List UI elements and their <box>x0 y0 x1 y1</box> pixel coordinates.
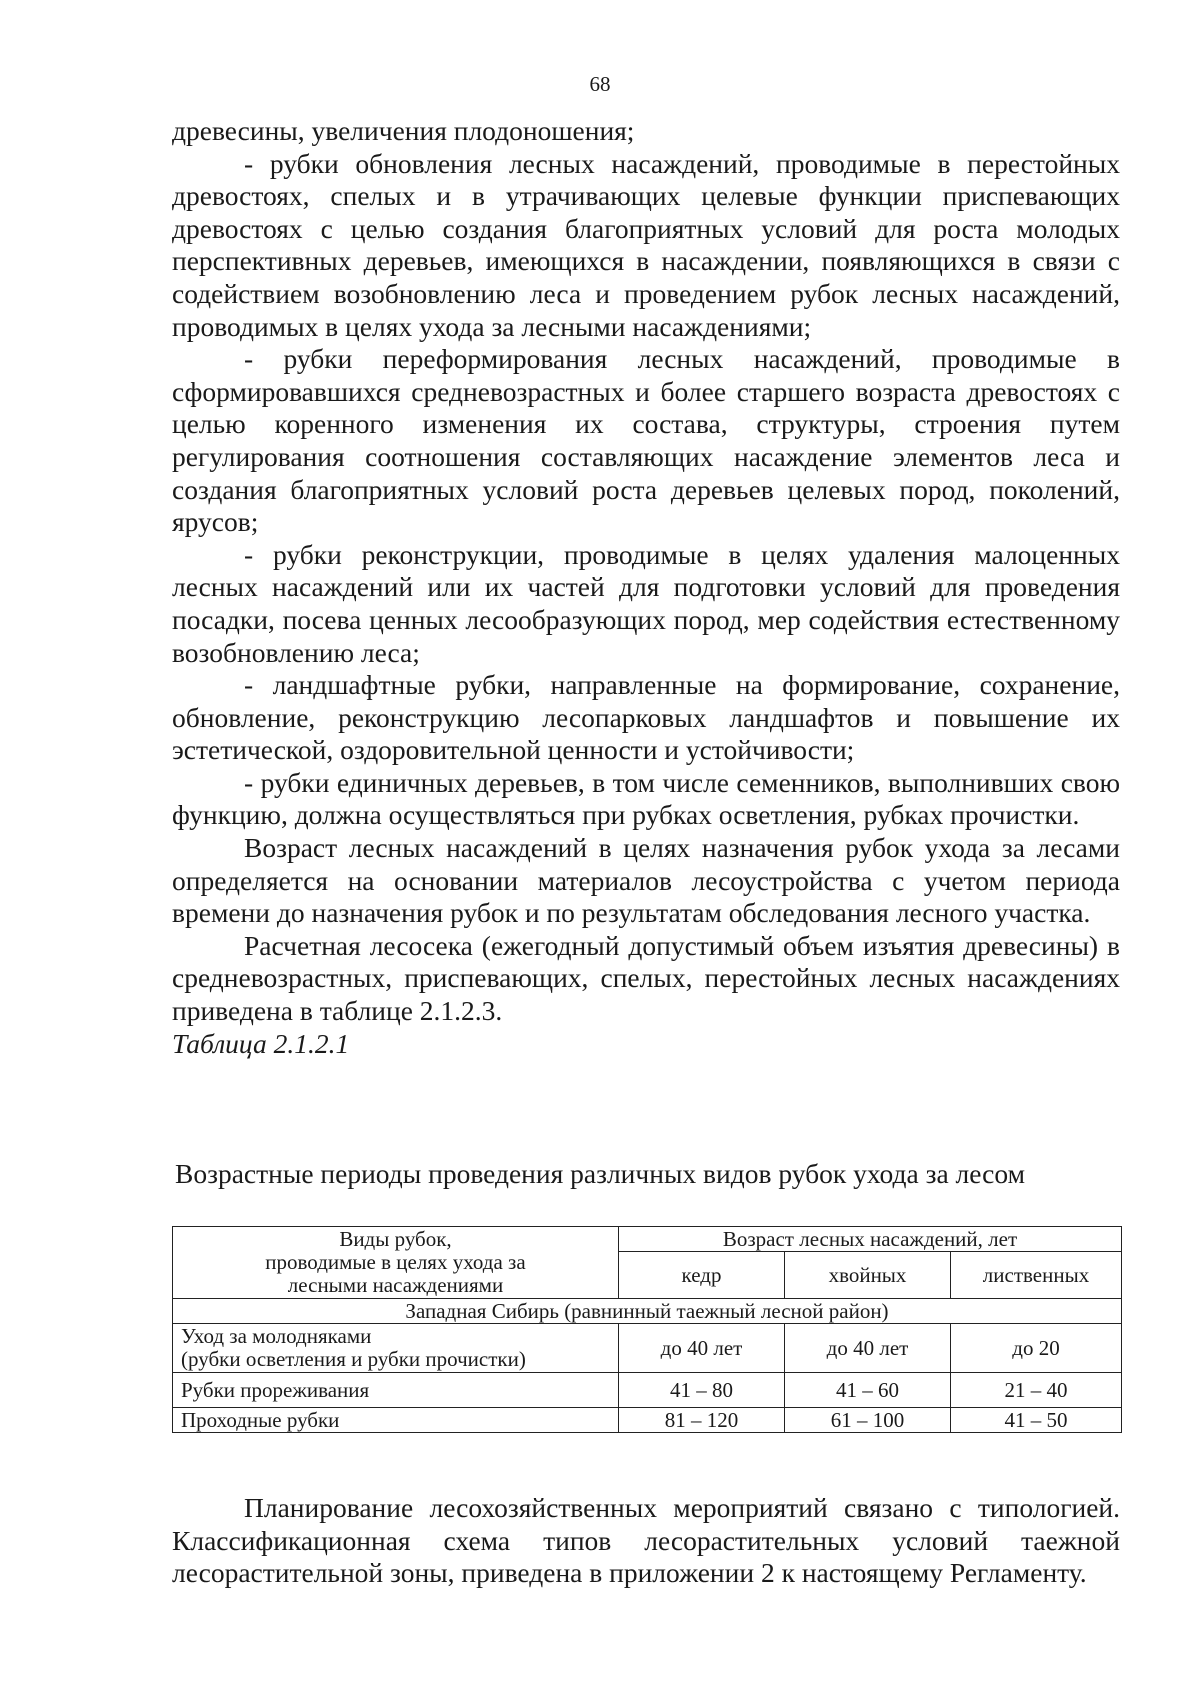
table-row <box>173 1373 1122 1408</box>
cell-deciduous: 41 – 50 <box>951 1408 1122 1433</box>
header-deciduous: лиственных <box>951 1252 1122 1299</box>
region-cell: Западная Сибирь (равнинный таежный лесной район) <box>173 1299 1122 1324</box>
header-cedar: кедр <box>619 1252 785 1299</box>
table-row <box>173 1408 1122 1433</box>
table-label: Таблица 2.1.2.1 <box>172 1027 350 1059</box>
cell-deciduous: 21 – 40 <box>951 1373 1122 1408</box>
body-text <box>172 115 1120 1060</box>
paragraph: - ландшафтные рубки, направленные на формирование, сохранение, обновление, реконструкцию лесопарковых ландшафтов и повышение их эстетической, оздоровительной ценности и устойчивости; <box>172 669 1120 766</box>
row-name: Рубки прореживания <box>173 1373 619 1408</box>
paragraph: Возраст лесных насаждений в целях назначения рубок ухода за лесами определяется на основании материалов лесоустройства с учетом периода времени до назначения рубок и по результатам обследования лесного участка. <box>172 832 1120 929</box>
paragraph: Планирование лесохозяйственных мероприятий связано с типологией. Классификационная схема типов лесорастительных условий таежной лесорастительной зоны, приведена в приложении 2 к настоящему Регламенту. <box>172 1492 1120 1589</box>
header-age-group: Возраст лесных насаждений, лет <box>619 1227 1122 1252</box>
page-number: 68 <box>589 72 611 96</box>
table-header-row <box>173 1227 1122 1252</box>
table-row <box>173 1324 1122 1373</box>
paragraph: Расчетная лесосека (ежегодный допустимый объем изъятия древесины) в средневозрастных, приспевающих, спелых, перестойных лесных насаждениях приведена в таблице 2.1.2.3. <box>172 929 1120 1027</box>
cell-cedar: 41 – 80 <box>619 1373 785 1408</box>
age-periods-table <box>172 1226 1122 1433</box>
cell-deciduous: до 20 <box>951 1324 1122 1373</box>
cell-cedar: до 40 лет <box>619 1324 785 1373</box>
table-region-row <box>173 1299 1122 1324</box>
paragraph: - рубки обновления лесных насаждений, проводимые в перестойных древостоях, спелых и в утрачивающих целевые функции приспевающих древостоях с целью создания благоприятных условий для роста молодых перспективных деревьев, имеющихся в насаждении, появляющихся в связи с содействием возобновлению леса и проведением рубок лесных насаждений, проводимых в целях ухода за лесными насаждениями; <box>172 147 1120 342</box>
row-name: Проходные рубки <box>173 1408 619 1433</box>
cell-conifers: 41 – 60 <box>785 1373 951 1408</box>
header-cutting-types: Виды рубок, проводимые в целях ухода за лесными насаждениями <box>173 1227 619 1299</box>
paragraph: - рубки переформирования лесных насаждений, проводимые в сформировавшихся средневозрастных и более старшего возраста древостоях с целью коренного изменения их состава, структуры, строения путем регулирования соотношения составляющих насаждение элементов леса и создания благоприятных условий роста деревьев целевых пород, поколений, ярусов; <box>172 343 1120 538</box>
header-conifers: хвойных <box>785 1252 951 1299</box>
paragraph: - рубки реконструкции, проводимые в целях удаления малоценных лесных насаждений или их частей для подготовки условий для проведения посадки, посева ценных лесообразующих пород, мер содействия естественному возобновлению леса; <box>172 538 1120 668</box>
closing-text <box>172 1492 1120 1590</box>
cell-conifers: 61 – 100 <box>785 1408 951 1433</box>
cell-conifers: до 40 лет <box>785 1324 951 1373</box>
cell-cedar: 81 – 120 <box>619 1408 785 1433</box>
table-title: Возрастные периоды проведения различных видов рубок ухода за лесом <box>175 1158 1025 1189</box>
row-name: Уход за молодняками (рубки осветления и рубки прочистки) <box>173 1324 619 1373</box>
paragraph: древесины, увеличения плодоношения; <box>172 115 635 146</box>
paragraph: - рубки единичных деревьев, в том числе семенников, выполнивших свою функцию, должна осуществляться при рубках осветления, рубках прочистки. <box>172 766 1120 831</box>
